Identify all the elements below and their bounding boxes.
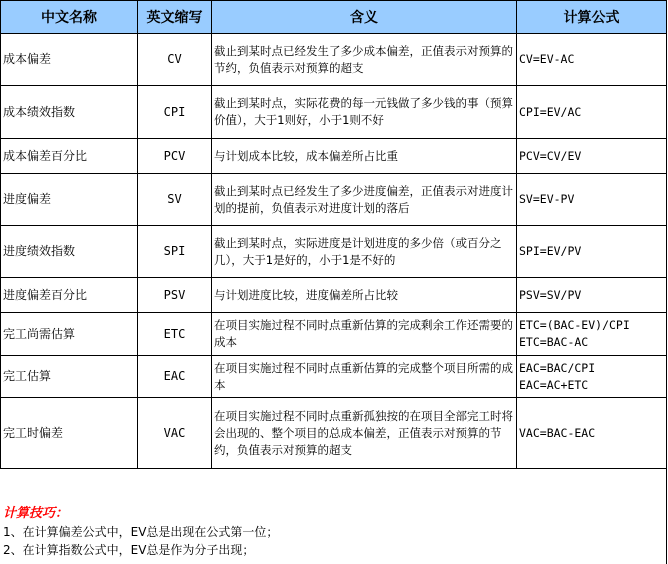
cell-abbreviation: EAC bbox=[138, 356, 212, 398]
cell-meaning: 在项目实施过程不同时点重新估算的完成整个项目所需的成本 bbox=[212, 356, 517, 398]
formula-line: ETC=(BAC-EV)/CPI bbox=[519, 318, 630, 332]
cell-abbreviation: CPI bbox=[138, 86, 212, 139]
cell-chinese-name: 成本偏差百分比 bbox=[1, 139, 138, 174]
cell-formula bbox=[517, 398, 667, 469]
formula-line: CV=EV-AC bbox=[519, 52, 575, 66]
table-row bbox=[1, 356, 667, 398]
cell-meaning: 截止到某时点，实际花费的每一元钱做了多少钱的事（预算价值），大于1则好，小于1则不好 bbox=[212, 86, 517, 139]
cell-abbreviation: ETC bbox=[138, 313, 212, 356]
formula-line: ETC=BAC-AC bbox=[519, 335, 589, 349]
cell-abbreviation: VAC bbox=[138, 398, 212, 469]
cell-chinese-name: 进度绩效指数 bbox=[1, 226, 138, 278]
cell-formula bbox=[517, 86, 667, 139]
table-row bbox=[1, 313, 667, 356]
table-row bbox=[1, 34, 667, 86]
cell-chinese-name: 完工估算 bbox=[1, 356, 138, 398]
cell-formula bbox=[517, 174, 667, 226]
header-abbreviation: 英文缩写 bbox=[138, 1, 212, 34]
cell-meaning: 与计划进度比较，进度偏差所占比较 bbox=[212, 278, 517, 313]
cell-abbreviation: SV bbox=[138, 174, 212, 226]
formula-line: VAC=BAC-EAC bbox=[519, 425, 596, 440]
header-meaning: 含义 bbox=[212, 1, 517, 34]
formula-line: SPI=EV/PV bbox=[519, 244, 582, 258]
header-row bbox=[1, 1, 667, 34]
cell-abbreviation: PSV bbox=[138, 278, 212, 313]
sheet-border bbox=[666, 0, 667, 564]
table-row bbox=[1, 139, 667, 174]
cell-abbreviation: PCV bbox=[138, 139, 212, 174]
table-row bbox=[1, 398, 667, 469]
header-chinese-name: 中文名称 bbox=[1, 1, 138, 34]
cell-meaning: 在项目实施过程不同时点重新孤独按的在项目全部完工时将会出现的、整个项目的总成本偏差，正值表示对预算的节约，负值表示对预算的超支 bbox=[212, 398, 517, 469]
tip-item-1: 1、在计算偏差公式中，EV总是出现在公式第一位； bbox=[3, 525, 279, 539]
tip-item-2: 2、在计算指数公式中，EV总是作为分子出现； bbox=[3, 543, 255, 557]
formula-line: CPI=EV/AC bbox=[519, 104, 582, 119]
cell-formula bbox=[517, 139, 667, 174]
formula-line: EAC=AC+ETC bbox=[519, 377, 589, 392]
table-row bbox=[1, 86, 667, 139]
cell-chinese-name: 成本绩效指数 bbox=[1, 86, 138, 139]
table-row bbox=[1, 226, 667, 278]
cell-chinese-name: 进度偏差 bbox=[1, 174, 138, 226]
cell-formula bbox=[517, 278, 667, 313]
header-formula: 计算公式 bbox=[517, 1, 667, 34]
cell-meaning: 与计划成本比较，成本偏差所占比重 bbox=[212, 139, 517, 174]
cell-meaning: 截止到某时点，实际进度是计划进度的多少倍（或百分之几），大于1是好的，小于1是不好的 bbox=[212, 226, 517, 278]
table-row bbox=[1, 174, 667, 226]
cell-chinese-name: 完工时偏差 bbox=[1, 398, 138, 469]
cell-meaning: 截止到某时点已经发生了多少成本偏差，正值表示对预算的节约，负值表示对预算的超支 bbox=[212, 34, 517, 86]
formula-line: PCV=CV/EV bbox=[519, 148, 582, 163]
cell-chinese-name: 进度偏差百分比 bbox=[1, 278, 138, 313]
cell-formula bbox=[517, 356, 667, 398]
formula-line: SV=EV-PV bbox=[519, 192, 575, 206]
cell-formula bbox=[517, 34, 667, 86]
cell-abbreviation: SPI bbox=[138, 226, 212, 278]
calculation-tips bbox=[3, 505, 663, 559]
cell-chinese-name: 成本偏差 bbox=[1, 34, 138, 86]
cell-meaning: 截止到某时点已经发生了多少进度偏差，正值表示对进度计划的提前，负值表示对进度计划的落后 bbox=[212, 174, 517, 226]
cell-abbreviation: CV bbox=[138, 34, 212, 86]
formula-line: EAC=BAC/CPI bbox=[519, 360, 596, 375]
formula-line: PSV=SV/PV bbox=[519, 287, 582, 302]
table-row bbox=[1, 278, 667, 313]
cell-formula bbox=[517, 313, 667, 356]
cell-meaning: 在项目实施过程不同时点重新估算的完成剩余工作还需要的成本 bbox=[212, 313, 517, 356]
tips-title: 计算技巧： bbox=[3, 506, 69, 521]
cell-formula bbox=[517, 226, 667, 278]
cell-chinese-name: 完工尚需估算 bbox=[1, 313, 138, 356]
